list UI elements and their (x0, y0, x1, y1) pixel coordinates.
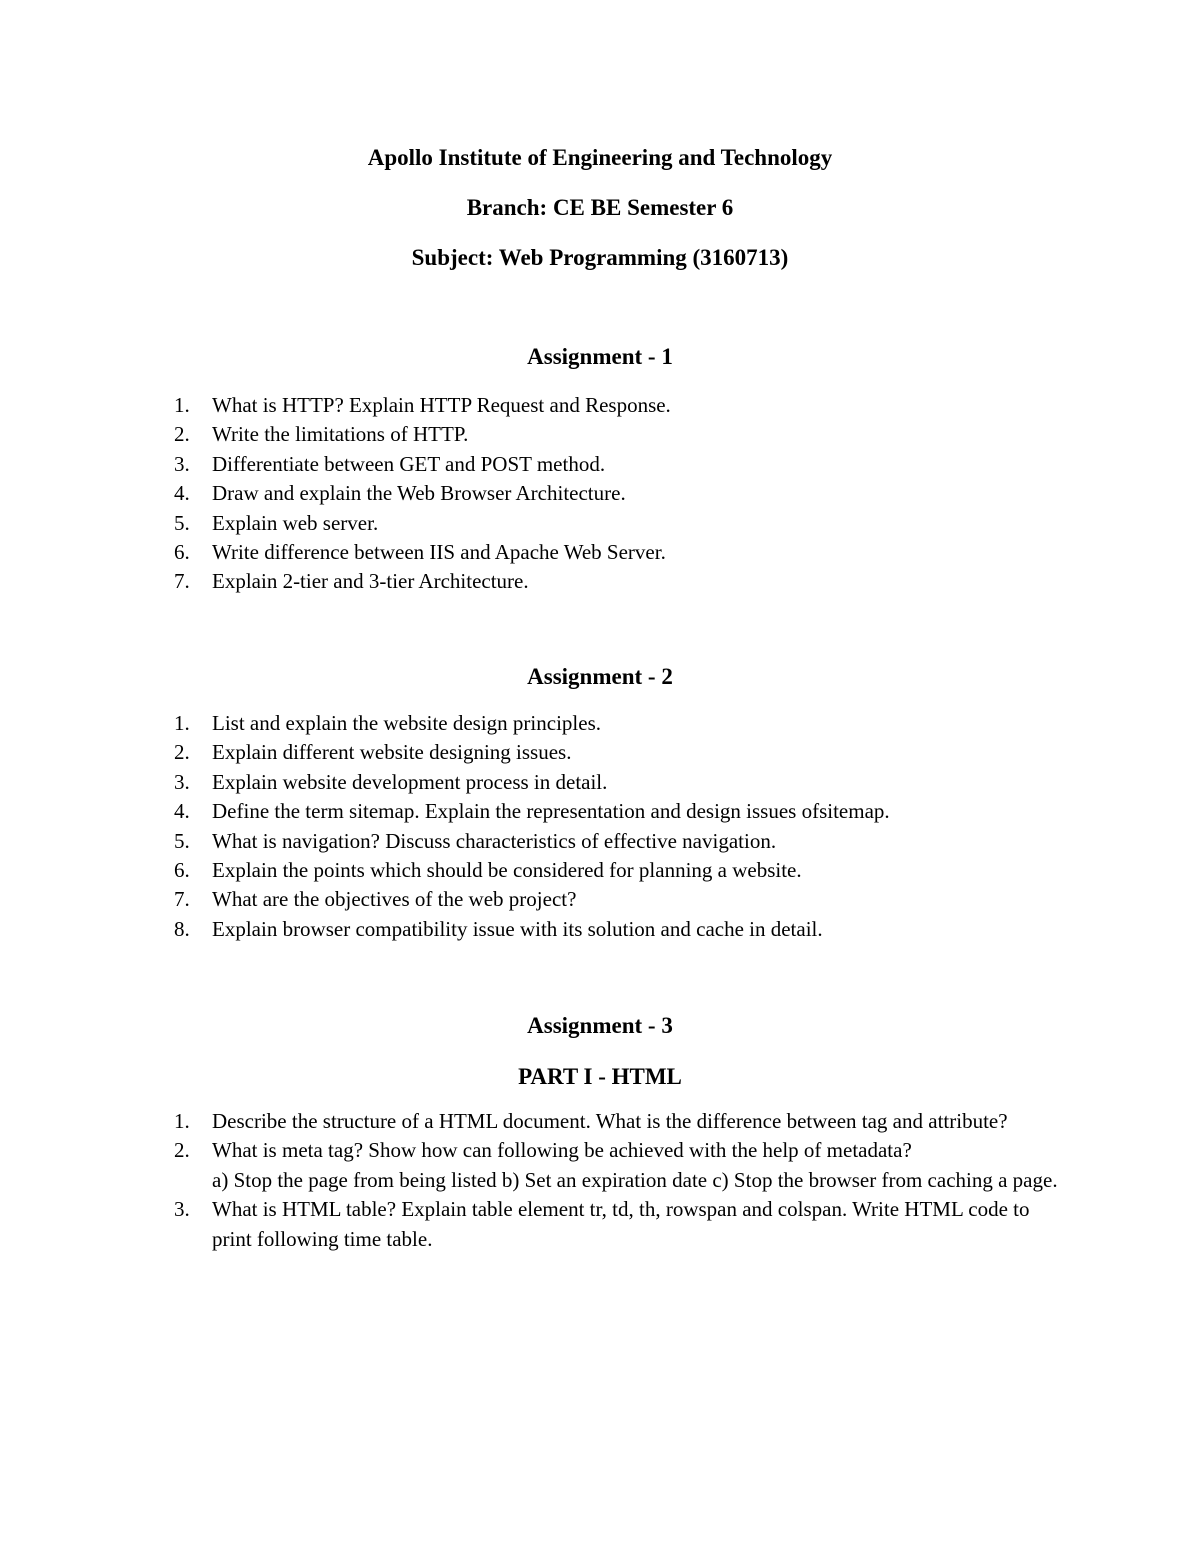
list-item (170, 915, 1070, 944)
list-item (170, 768, 1070, 797)
question-text: Explain website development process in detail. (212, 769, 608, 794)
list-item (170, 567, 1070, 596)
assignment-2-title: Assignment - 2 (527, 664, 673, 689)
question-number: 5. (174, 510, 190, 535)
list-item (170, 479, 1070, 508)
question-number: 4. (174, 481, 190, 506)
list-item (170, 509, 1070, 538)
question-number: 7. (174, 887, 190, 912)
list-item (170, 1195, 1060, 1254)
list-item (170, 856, 1070, 885)
assignment-1-question-list (170, 391, 1070, 597)
question-text: What are the objectives of the web project? (212, 887, 577, 912)
list-item (170, 420, 1070, 449)
question-number: 1. (174, 1109, 190, 1133)
question-text: What is meta tag? Show how can following be achieved with the help of metadata? (212, 1138, 912, 1163)
list-item (170, 538, 1070, 567)
list-item (170, 1107, 1060, 1136)
list-item (170, 1136, 1060, 1195)
question-text: Describe the structure of a HTML document. What is the difference between tag and attribute? (212, 1109, 1008, 1133)
question-text: Explain the points which should be considered for planning a website. (212, 858, 802, 883)
list-item (170, 450, 1070, 479)
question-number: 1. (174, 393, 190, 417)
question-text: Write the limitations of HTTP. (212, 422, 469, 447)
question-number: 6. (174, 858, 190, 883)
question-number: 5. (174, 828, 190, 853)
question-number: 2. (174, 1138, 190, 1163)
question-text: List and explain the website design principles. (212, 711, 601, 735)
list-item (170, 709, 1070, 738)
list-item (170, 391, 1070, 420)
question-text: Define the term sitemap. Explain the representation and design issues ofsitemap. (212, 799, 890, 824)
question-number: 3. (174, 1197, 190, 1222)
assignment-3-question-list (170, 1107, 1060, 1254)
question-text: Differentiate between GET and POST method. (212, 451, 606, 476)
part-1-title: PART I - HTML (518, 1064, 682, 1089)
question-text: What is HTTP? Explain HTTP Request and Response. (212, 393, 671, 417)
question-number: 3. (174, 451, 190, 476)
question-text: What is navigation? Discuss characteristics of effective navigation. (212, 828, 777, 853)
assignment-2-question-list (170, 709, 1070, 944)
assignment-3-title: Assignment - 3 (527, 1013, 673, 1038)
list-item (170, 827, 1070, 856)
question-text: What is HTML table? Explain table element tr, td, th, rowspan and colspan. Write HTML code to print following time table. (212, 1197, 1030, 1251)
question-text: Explain browser compatibility issue with its solution and cache in detail. (212, 916, 823, 941)
question-text: Explain 2-tier and 3-tier Architecture. (212, 569, 529, 594)
institute-name: Apollo Institute of Engineering and Technology (367, 145, 833, 170)
question-text: Write difference between IIS and Apache Web Server. (212, 540, 666, 565)
question-number: 7. (174, 569, 190, 594)
question-text: Explain different website designing issues. (212, 740, 572, 765)
question-text: Draw and explain the Web Browser Architecture. (212, 481, 626, 506)
list-item (170, 738, 1070, 767)
question-number: 1. (174, 711, 190, 735)
question-number: 6. (174, 540, 190, 565)
question-number: 8. (174, 916, 190, 941)
subject-line: Subject: Web Programming (3160713) (411, 245, 789, 270)
question-subtext: a) Stop the page from being listed b) Set an expiration date c) Stop the browser from caching a page. (212, 1167, 1058, 1192)
question-number: 2. (174, 740, 190, 765)
question-number: 4. (174, 799, 190, 824)
list-item (170, 885, 1070, 914)
question-number: 2. (174, 422, 190, 447)
question-number: 3. (174, 769, 190, 794)
assignment-1-title: Assignment - 1 (527, 344, 673, 369)
branch-line: Branch: CE BE Semester 6 (466, 195, 734, 220)
list-item (170, 797, 1070, 826)
question-text: Explain web server. (212, 510, 379, 535)
